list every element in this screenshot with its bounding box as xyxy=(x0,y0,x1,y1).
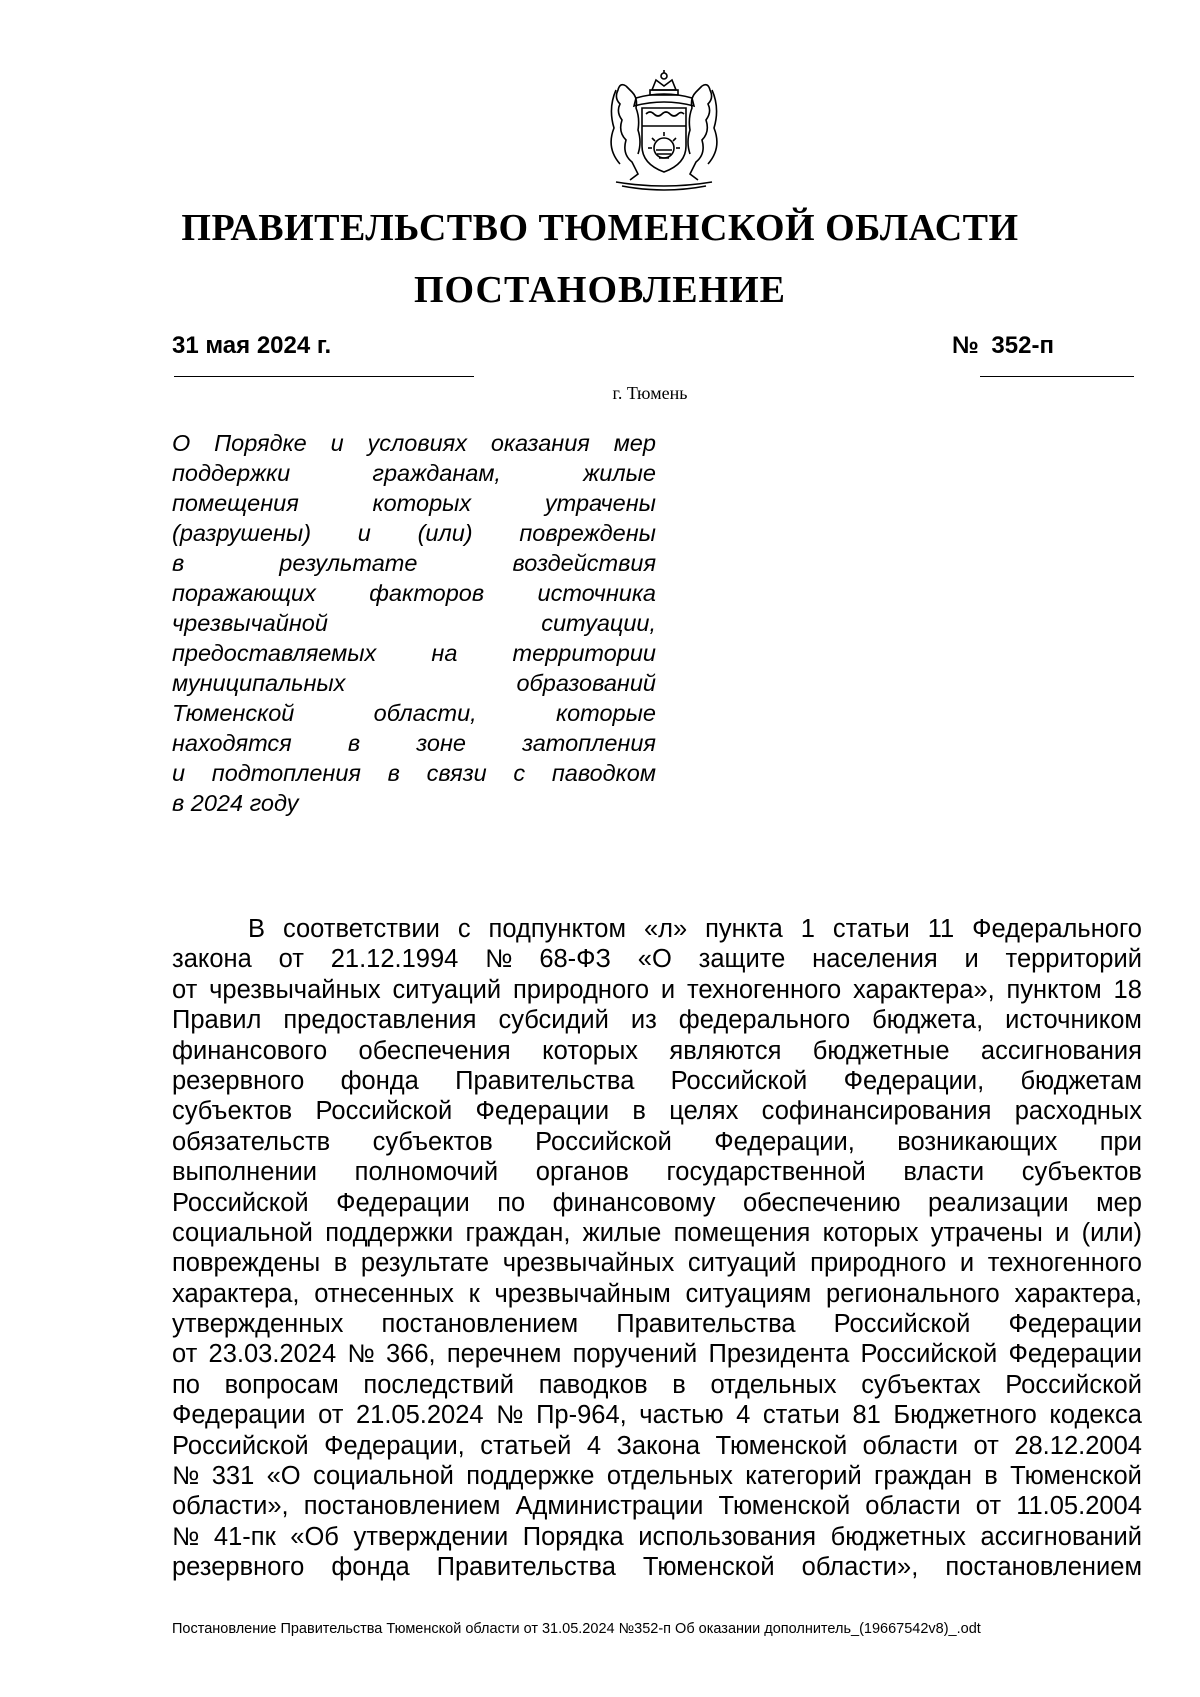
body-line: Российской Федерации по финансовому обеспечению реализации мер xyxy=(172,1188,1142,1217)
subject-line: муниципальных образований xyxy=(172,670,656,696)
body-line: резервного фонда Правительства Российской Федерации, бюджетам xyxy=(172,1066,1142,1095)
document-number: № 352-п xyxy=(952,332,1054,359)
number-underline xyxy=(980,376,1134,377)
footer-filename: Постановление Правительства Тюменской области от 31.05.2024 №352-п Об оказании дополнитель_(19667542v8)_.odt xyxy=(172,1621,981,1637)
body-line: выполнении полномочий органов государственной власти субъектов xyxy=(172,1158,1142,1187)
body-line: Федерации от 21.05.2024 № Пр-964, частью 4 статьи 81 Бюджетного кодекса xyxy=(172,1401,1142,1430)
subject-line: Тюменской области, которые xyxy=(172,700,656,726)
city-label: г. Тюмень xyxy=(612,383,688,403)
subject-line: (разрушены) и (или) повреждены xyxy=(172,520,656,546)
body-line: закона от 21.12.1994 № 68-ФЗ «О защите населения и территорий xyxy=(172,945,1142,974)
subject-line: поражающих факторов источника xyxy=(172,580,656,606)
subject-line: поддержки гражданам, жилые xyxy=(172,460,656,486)
subject-line: помещения которых утрачены xyxy=(172,490,656,516)
body-line: социальной поддержки граждан, жилые помещения которых утрачены и (или) xyxy=(172,1218,1142,1247)
body-line: повреждены в результате чрезвычайных ситуаций природного и техногенного xyxy=(172,1249,1142,1278)
subject-line: в 2024 году xyxy=(172,790,299,816)
body-line: Правил предоставления субсидий из федерального бюджета, источником xyxy=(172,1006,1142,1035)
body-line: области», постановлением Администрации Тюменской области от 11.05.2004 xyxy=(172,1492,1142,1521)
body-line: от чрезвычайных ситуаций природного и техногенного характера», пунктом 18 xyxy=(172,975,1142,1004)
organization-title: ПРАВИТЕЛЬСТВО ТЮМЕНСКОЙ ОБЛАСТИ xyxy=(181,207,1019,249)
subject-line: чрезвычайной ситуации, xyxy=(172,610,656,636)
subject-line: находятся в зоне затопления xyxy=(172,730,656,756)
body-line: финансового обеспечения которых являются бюджетные ассигнования xyxy=(172,1036,1142,1065)
date-underline xyxy=(174,376,474,377)
document-subject xyxy=(172,428,656,818)
document-date: 31 мая 2024 г. xyxy=(172,332,332,359)
document-body xyxy=(172,914,1142,1583)
body-line: от 23.03.2024 № 366, перечнем поручений Президента Российской Федерации xyxy=(172,1340,1142,1369)
body-line: резервного фонда Правительства Тюменской области», постановлением xyxy=(172,1553,1142,1582)
body-line: характера, отнесенных к чрезвычайным ситуациям регионального характера, xyxy=(172,1279,1142,1308)
body-line: по вопросам последствий паводков в отдельных субъектах Российской xyxy=(172,1370,1142,1399)
subject-line: и подтопления в связи с паводком xyxy=(172,760,656,786)
body-line: субъектов Российской Федерации в целях софинансирования расходных xyxy=(172,1097,1142,1126)
body-line: утвержденных постановлением Правительства Российской Федерации xyxy=(172,1310,1142,1339)
body-line: № 331 «О социальной поддержке отдельных категорий граждан в Тюменской xyxy=(172,1462,1142,1491)
body-line: В соответствии с подпунктом «л» пункта 1 статьи 11 Федерального xyxy=(248,915,1142,943)
subject-line: О Порядке и условиях оказания мер xyxy=(172,430,656,456)
document-type: ПОСТАНОВЛЕНИЕ xyxy=(413,269,787,311)
subject-line: в результате воздействия xyxy=(172,550,656,576)
body-line: № 41-пк «Об утверждении Порядка использования бюджетных ассигнований xyxy=(172,1522,1142,1551)
subject-line: предоставляемых на территории xyxy=(172,640,656,666)
body-line: обязательств субъектов Российской Федерации, возникающих при xyxy=(172,1127,1142,1156)
body-line: Российской Федерации, статьей 4 Закона Тюменской области от 28.12.2004 xyxy=(172,1431,1142,1460)
coat-of-arms-icon xyxy=(586,68,742,194)
